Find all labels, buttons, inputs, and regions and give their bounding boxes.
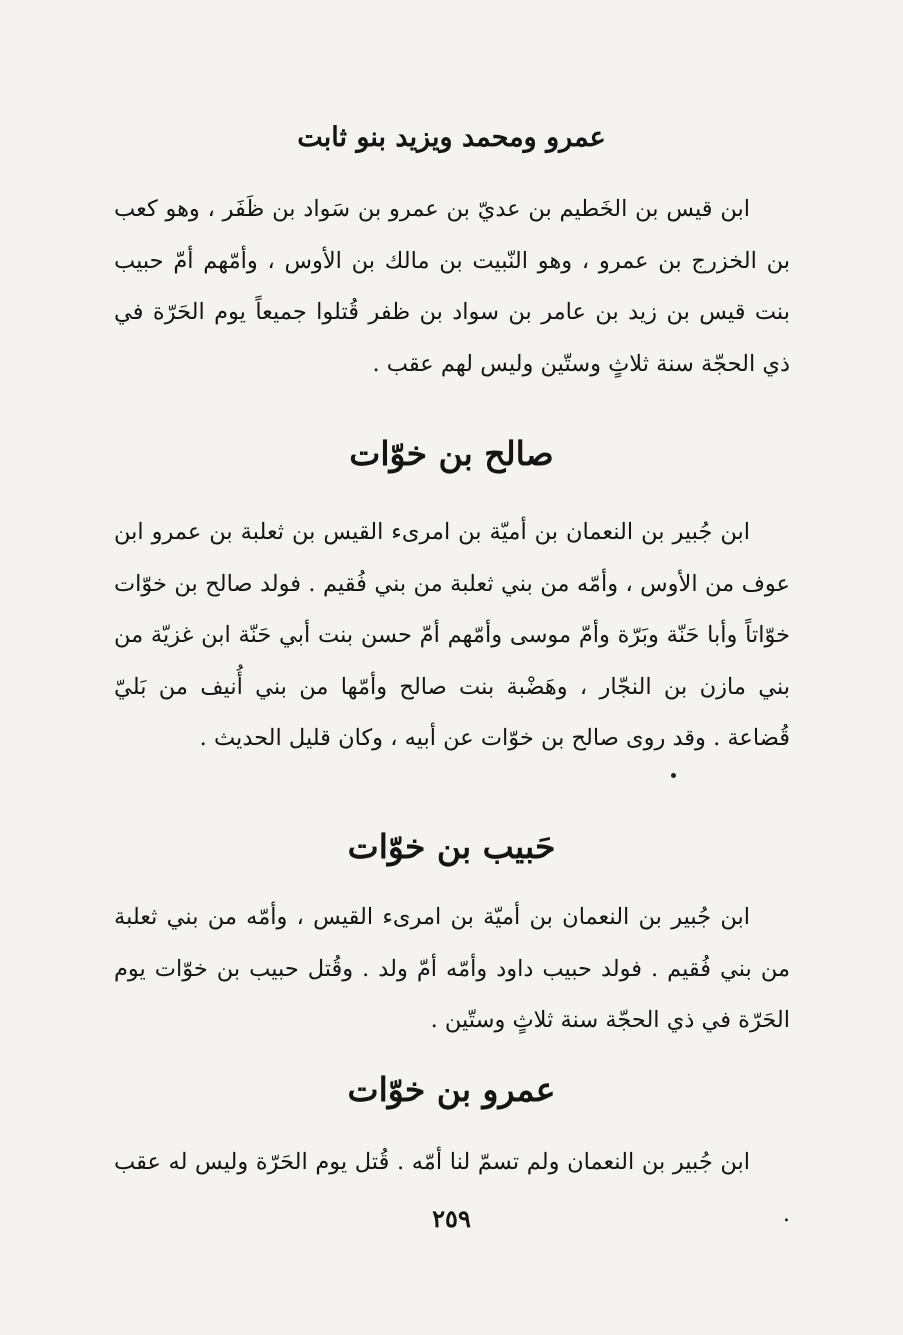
section-text-salih: ابن جُبير بن النعمان بن أميّة بن امرىء القيس بن ثعلبة بن عمرو ابن عوف من الأوس ، وأمّه من بني ثعلبة من بني فُقيم . فولد صالح بن خوّات خوّاتاً وأبا حَنّة وبَرّة وأمّ موسى وأمّهم أمّ حسن بنت أبي حَنّة ابن غزيّة من بني مازن بن النجّار ، وهَضْبة بنت صالح وأمّها من بني أُنيف من بَليّ قُضاعة . وقد روى صالح بن خوّات عن أبيه ، وكان قليل الحديث . (114, 519, 790, 752)
section-title-amr-sons: عمرو ومحمد ويزيد بنو ثابت (297, 122, 606, 153)
section-text-habib: ابن جُبير بن النعمان بن أميّة بن امرىء القيس ، وأمّه من بني ثعلبة من بني فُقيم . فولد حبيب داود وأمّه أمّ ولد . وقُتل حبيب بن خوّات يوم الحَرّة في ذي الحجّة سنة ثلاثٍ وستّين . (114, 904, 790, 1034)
section-text-amr-sons: ابن قيس بن الخَطيم بن عديّ بن عمرو بن سَواد بن ظَفَر ، وهو كعب بن الخزرج بن عمرو ، وهو النّبيت بن مالك بن الأوس ، وأمّهم أمّ حبيب بنت قيس بن زيد بن عامر بن سواد بن ظفر قُتلوا جميعاً يوم الحَرّة في ذي الحجّة سنة ثلاثٍ وستّين وليس لهم عقب . (114, 196, 790, 377)
page-number: ٢٥٩ (432, 1204, 471, 1233)
section-title-salih: صالح بن خوّات (349, 434, 554, 473)
section-title-amr: عمرو بن خوّات (347, 1070, 556, 1109)
ink-dot (671, 773, 676, 778)
section-title-habib: حَبيب بن خوّات (347, 827, 556, 866)
section-text-amr: ابن جُبير بن النعمان ولم تسمّ لنا أمّه . قُتل يوم الحَرّة وليس له عقب . (114, 1149, 790, 1227)
